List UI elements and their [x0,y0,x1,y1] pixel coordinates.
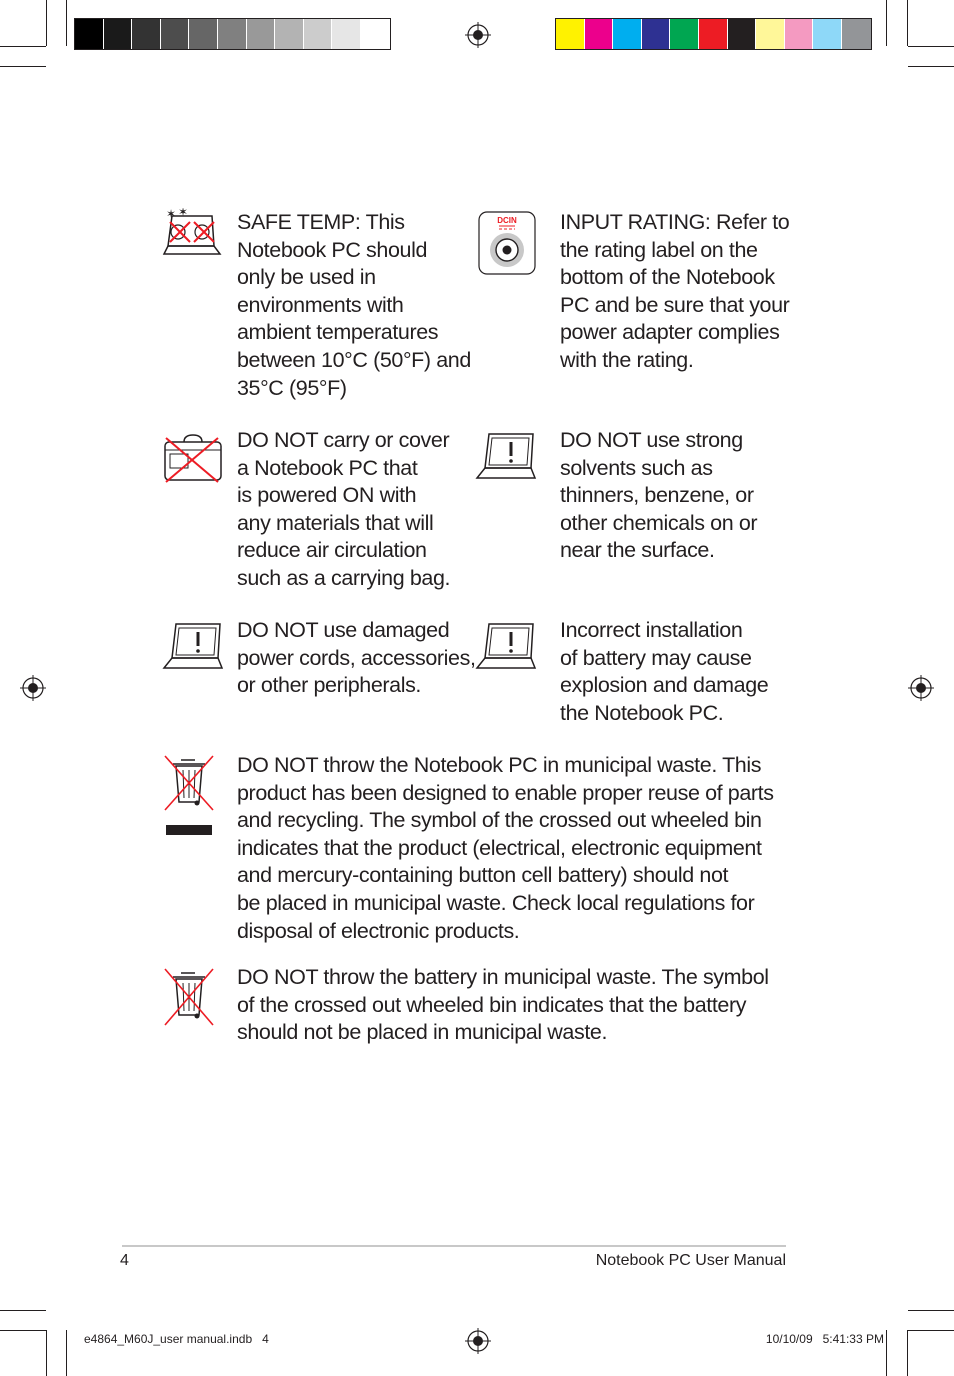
color-swatch [247,19,276,49]
registration-mark-icon [908,675,934,701]
laptop-warning-icon [475,432,537,486]
text-line: power cords, accessories, [237,645,476,670]
battery-installation-text [560,617,768,727]
text-line: DO NOT carry or cover [237,428,450,452]
text-line: Notebook PC should [237,237,428,262]
color-swatch [332,19,361,49]
crossed-bin-icon [163,967,215,1027]
text-line: ambient temperatures [237,320,439,345]
color-swatch [785,19,814,49]
text-line: Incorrect installation [560,618,743,642]
registration-mark-icon [20,675,46,701]
crossed-bin-icon [163,754,215,838]
text-line: DO NOT use damaged [237,618,450,642]
text-line: bottom of the Notebook [560,265,775,290]
manual-title: Notebook PC User Manual [595,1252,786,1269]
dcin-label: DCIN [497,216,517,225]
text-line: INPUT RATING: Refer to [560,210,790,234]
text-line: a Notebook PC that [237,455,418,480]
slug-timestamp: 10/10/09 5:41:33 PM [765,1332,884,1346]
page-number: 4 [120,1252,129,1269]
color-swatch [361,19,390,49]
text-line: product has been designed to enable proper reuse of parts [237,780,774,805]
text-line: or other peripherals. [237,673,422,698]
text-line: environments with [237,292,404,317]
color-swatch [585,19,614,49]
laptop-warning-icon [162,622,224,676]
text-line: near the surface. [560,538,715,563]
color-swatch [756,19,785,49]
color-swatch [132,19,161,49]
text-line: and recycling. The symbol of the crossed out wheeled bin [237,808,762,833]
footer-rule [122,1245,786,1247]
carrying-bag-crossed-icon [162,432,224,484]
text-line: DO NOT use strong [560,428,743,452]
input-rating-text [560,209,789,375]
color-swatch [189,19,218,49]
text-line: of battery may cause [560,645,752,670]
text-line: and mercury-containing button cell battery) should not [237,863,729,888]
text-line: the Notebook PC. [560,700,724,725]
text-line: 35°C (95°F) [237,375,347,400]
text-line: power adapter complies [560,320,780,345]
text-line: such as a carrying bag. [237,565,451,590]
color-swatch [304,19,333,49]
safe-temp-text [237,209,471,402]
text-line: DO NOT throw the battery in municipal waste. The symbol [237,965,769,989]
text-line: thinners, benzene, or [560,483,754,508]
grayscale-color-bar [74,18,391,50]
color-swatch [75,19,104,49]
registration-mark-icon [465,22,491,48]
municipal-waste-battery-text [237,964,797,1047]
text-line: of the crossed out wheeled bin indicates that the battery [237,992,747,1017]
text-line: PC and be sure that your [560,292,790,317]
text-line: is powered ON with [237,483,417,508]
color-swatch [161,19,190,49]
safe-temp-icon [162,208,226,268]
color-swatch [842,19,871,49]
text-line: explosion and damage [560,673,769,698]
carry-cover-text [237,427,450,593]
solvents-text [560,427,757,565]
laptop-warning-icon [475,622,537,676]
text-line: be placed in municipal waste. Check local regulations for [237,890,755,915]
dc-in-icon [477,210,537,276]
text-line: the rating label on the [560,237,758,262]
slug-file-name: e4864_M60J_user manual.indb 4 [84,1332,269,1346]
text-line: should not be placed in municipal waste. [237,1020,608,1045]
svg-text:✶: ✶ [178,208,189,219]
municipal-waste-notebook-text [237,752,797,945]
color-swatch [104,19,133,49]
text-line: SAFE TEMP: This [237,210,405,234]
text-line: indicates that the product (electrical, electronic equipment [237,835,762,860]
color-swatch [642,19,671,49]
damaged-cords-text [237,617,476,700]
text-line: solvents such as [560,455,713,480]
color-swatch [813,19,842,49]
color-swatch [275,19,304,49]
text-line: disposal of electronic products. [237,918,520,943]
text-line: DO NOT throw the Notebook PC in municipal waste. This [237,753,762,777]
color-swatch [728,19,757,49]
color-swatch [670,19,699,49]
process-color-bar [555,18,872,50]
color-swatch [218,19,247,49]
text-line: other chemicals on or [560,510,758,535]
text-line: any materials that will [237,510,434,535]
text-line: reduce air circulation [237,538,427,563]
color-swatch [556,19,585,49]
svg-text:✶: ✶ [166,208,177,221]
text-line: with the rating. [560,347,694,372]
registration-mark-icon [465,1328,491,1354]
text-line: only be used in [237,265,376,290]
text-line: between 10°C (50°F) and [237,347,471,372]
color-swatch [613,19,642,49]
color-swatch [699,19,728,49]
